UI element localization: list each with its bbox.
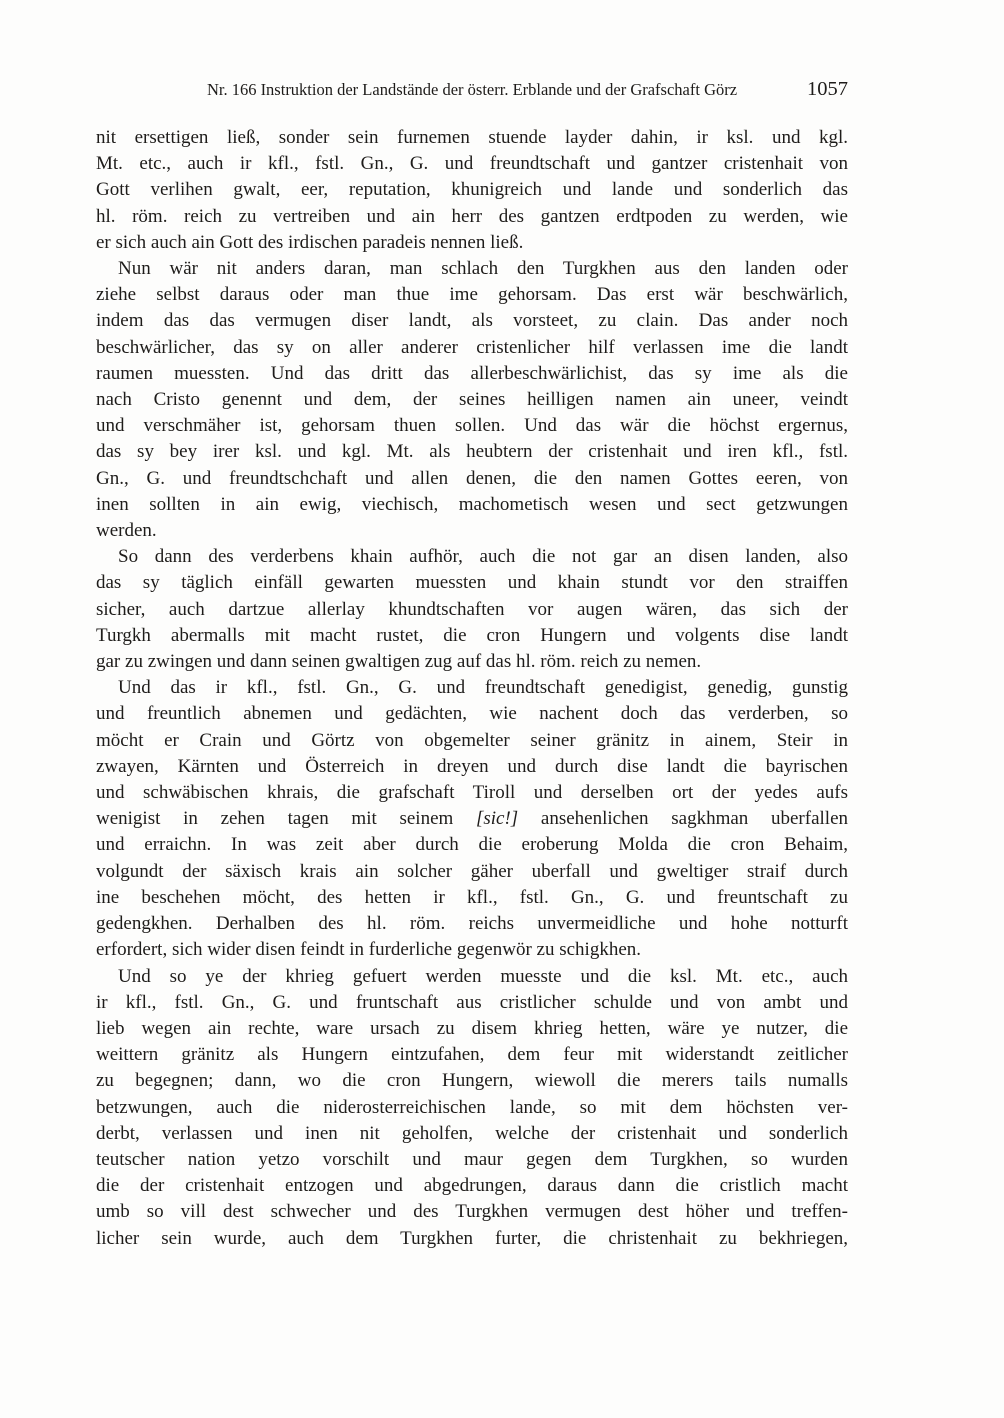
text-run: die der cristenhait entzogen und abgedrungen, daraus dann die cristlich macht: [96, 1175, 848, 1197]
text-line: [96, 1095, 848, 1121]
page-body: [96, 125, 848, 1252]
text-line: [96, 361, 848, 387]
text-line: [96, 204, 848, 230]
text-line: [96, 544, 848, 570]
text-run: indem das das vermugen diser landt, als vorsteet, zu clain. Das ander noch: [96, 310, 848, 332]
text-run: So dann des verderbens khain aufhör, auch die not gar an disen landen, also: [118, 546, 848, 568]
text-line: [96, 282, 848, 308]
text-run: betzwungen, auch die niderosterreichischen lande, so mit dem höchsten ver-: [96, 1096, 848, 1118]
text-run: ansehenlichen sagkhman uberfallen: [518, 808, 848, 830]
text-run: und erraichn. In was zeit aber durch die eroberung Molda die cron Behaim,: [96, 834, 848, 856]
text-line: [96, 937, 848, 963]
text-run: erfordert, sich wider disen feindt in furderliche gegenwör zu schigkhen.: [96, 939, 641, 961]
text-line: [96, 1147, 848, 1173]
text-run: zwayen, Kärnten und Österreich in dreyen und durch dise landt die bayrischen: [96, 755, 848, 777]
text-line: [96, 1226, 848, 1252]
text-line: [96, 1173, 848, 1199]
running-header-title: Nr. 166 Instruktion der Landstände der österr. Erblande und der Grafschaft Görz: [206, 80, 738, 99]
text-line: [96, 623, 848, 649]
text-run: und verschmäher ist, gehorsam thuen sollen. Und das wär die höchst ergernus,: [96, 415, 848, 437]
text-line: [96, 964, 848, 990]
paragraph: [96, 964, 848, 1252]
text-run: Nun wär nit anders daran, man schlach den Turgkhen aus den landen oder: [118, 258, 848, 280]
text-run: wenigist in zehen tagen mit seinem: [96, 808, 476, 830]
text-run: raumen muessten. Und das dritt das allerbeschwärlichist, das sy ime als die: [96, 362, 848, 384]
text-line: [96, 151, 848, 177]
text-run: derbt, verlassen und inen nit geholfen, welche der cristenhait und sonderlich: [96, 1122, 848, 1144]
text-line: [96, 780, 848, 806]
text-run: zu begegnen; dann, wo die cron Hungern, wiewoll die merers tails numalls: [96, 1070, 848, 1092]
paragraph: [96, 256, 848, 544]
text-line: [96, 492, 848, 518]
text-run: hl. röm. reich zu vertreiben und ain herr des gantzen erdtpoden zu werden, wie: [96, 205, 848, 227]
text-run: volgundt der säxisch krais ain solcher gäher uberfall und gweltiger straif durch: [96, 860, 848, 882]
sic-annotation: [sic!]: [475, 808, 519, 830]
text-run: und freuntlich abnemen und gedächten, wie nachent doch das verderben, so: [96, 703, 848, 725]
text-line: [96, 597, 848, 623]
text-line: [96, 125, 848, 151]
text-run: Und so ye der khrieg gefuert werden muesste und die ksl. Mt. etc., auch: [118, 965, 848, 987]
text-line: [96, 728, 848, 754]
text-line: [96, 1016, 848, 1042]
text-line: [96, 859, 848, 885]
text-line: [96, 518, 848, 544]
text-run: gar zu zwingen und dann seinen gwaltigen zug auf das hl. röm. reich zu nemen.: [96, 651, 702, 673]
text-line: [96, 230, 848, 256]
text-run: Gn., G. und freundtschchaft und allen denen, die den namen Gottes eeren, von: [96, 467, 848, 489]
paragraph: [96, 675, 848, 963]
text-run: Gott verlihen gwalt, eer, reputation, khunigreich und lande und sonderlich das: [96, 179, 848, 201]
text-line: [96, 466, 848, 492]
text-line: [96, 675, 848, 701]
text-line: [96, 911, 848, 937]
text-run: Mt. etc., auch ir kfl., fstl. Gn., G. und freundtschaft und gantzer cristenhait von: [96, 153, 848, 175]
text-run: inen sollten in ain ewig, viechisch, machometisch wesen und sect getzwungen: [96, 493, 848, 515]
text-run: gedengkhen. Derhalben des hl. röm. reichs unvermeidliche und hohe notturft: [96, 913, 848, 935]
text-run: ziehe selbst daraus oder man thue ime gehorsam. Das erst wär beschwärlich,: [96, 284, 848, 306]
text-run: sicher, auch dartzue allerlay khundtschaften vor augen wären, das sich der: [96, 598, 848, 620]
text-run: nit ersettigen ließ, sonder sein furnemen stuende layder dahin, ir ksl. und kgl.: [96, 127, 848, 148]
paragraph: [96, 544, 848, 675]
text-line: [96, 308, 848, 334]
text-run: lieb wegen ain rechte, ware ursach zu disem khrieg hetten, wäre ye nutzer, die: [96, 1017, 848, 1039]
text-run: Turgkh abermalls mit macht rustet, die cron Hungern und volgents dise landt: [96, 624, 848, 646]
text-line: [96, 335, 848, 361]
text-line: [96, 413, 848, 439]
page-number: 1057: [807, 78, 848, 100]
text-run: nach Cristo genennt und dem, der seines heilligen namen ain uneer, veindt: [96, 389, 848, 411]
running-header: [96, 76, 848, 103]
text-run: teutscher nation yetzo vorschilt und maur gegen dem Turgkhen, so wurden: [96, 1148, 848, 1170]
text-line: [96, 1199, 848, 1225]
text-line: [96, 649, 848, 675]
text-run: er sich auch ain Gott des irdischen paradeis nennen ließ.: [96, 231, 524, 253]
text-line: [96, 570, 848, 596]
text-run: ine beschehen möcht, des hetten ir kfl., fstl. Gn., G. und freuntschaft zu: [96, 886, 848, 908]
text-run: das sy bey irer ksl. und kgl. Mt. als heubtern der cristenhait und iren kfl., fstl.: [96, 441, 848, 463]
text-run: möcht er Crain und Görtz von obgemelter seiner gränitz in ainem, Steir in: [96, 729, 848, 751]
text-line: [96, 832, 848, 858]
text-run: Und das ir kfl., fstl. Gn., G. und freundtschaft genedigist, genedig, gunstig: [118, 677, 848, 699]
text-line: [96, 1068, 848, 1094]
text-line: [96, 701, 848, 727]
text-run: umb so vill dest schwecher und des Turgkhen vermugen dest höher und treffen-: [96, 1201, 848, 1223]
text-line: [96, 256, 848, 282]
text-run: und schwäbischen khrais, die grafschaft Tiroll und derselben ort der yedes aufs: [96, 782, 848, 804]
text-run: licher sein wurde, auch dem Turgkhen furter, die christenhait zu bekhriegen,: [96, 1227, 848, 1249]
text-run: das sy täglich einfäll gewarten muessten und khain stundt vor den straiffen: [96, 572, 848, 594]
text-line: [96, 990, 848, 1016]
text-line: [96, 1121, 848, 1147]
text-line: [96, 806, 848, 832]
text-line: [96, 754, 848, 780]
text-run: weittern gränitz als Hungern eintzufahen, dem feur mit widerstandt zeitlicher: [96, 1044, 848, 1066]
text-line: [96, 1042, 848, 1068]
paragraph: [96, 125, 848, 256]
text-line: [96, 387, 848, 413]
text-line: [96, 885, 848, 911]
text-run: werden.: [96, 520, 157, 542]
text-line: [96, 439, 848, 465]
text-line: [96, 177, 848, 203]
text-run: ir kfl., fstl. Gn., G. und fruntschaft aus cristlicher schulde und von ambt und: [96, 991, 848, 1013]
text-run: beschwärlicher, das sy on aller anderer cristenlicher hilf verlassen ime die landt: [96, 336, 848, 358]
